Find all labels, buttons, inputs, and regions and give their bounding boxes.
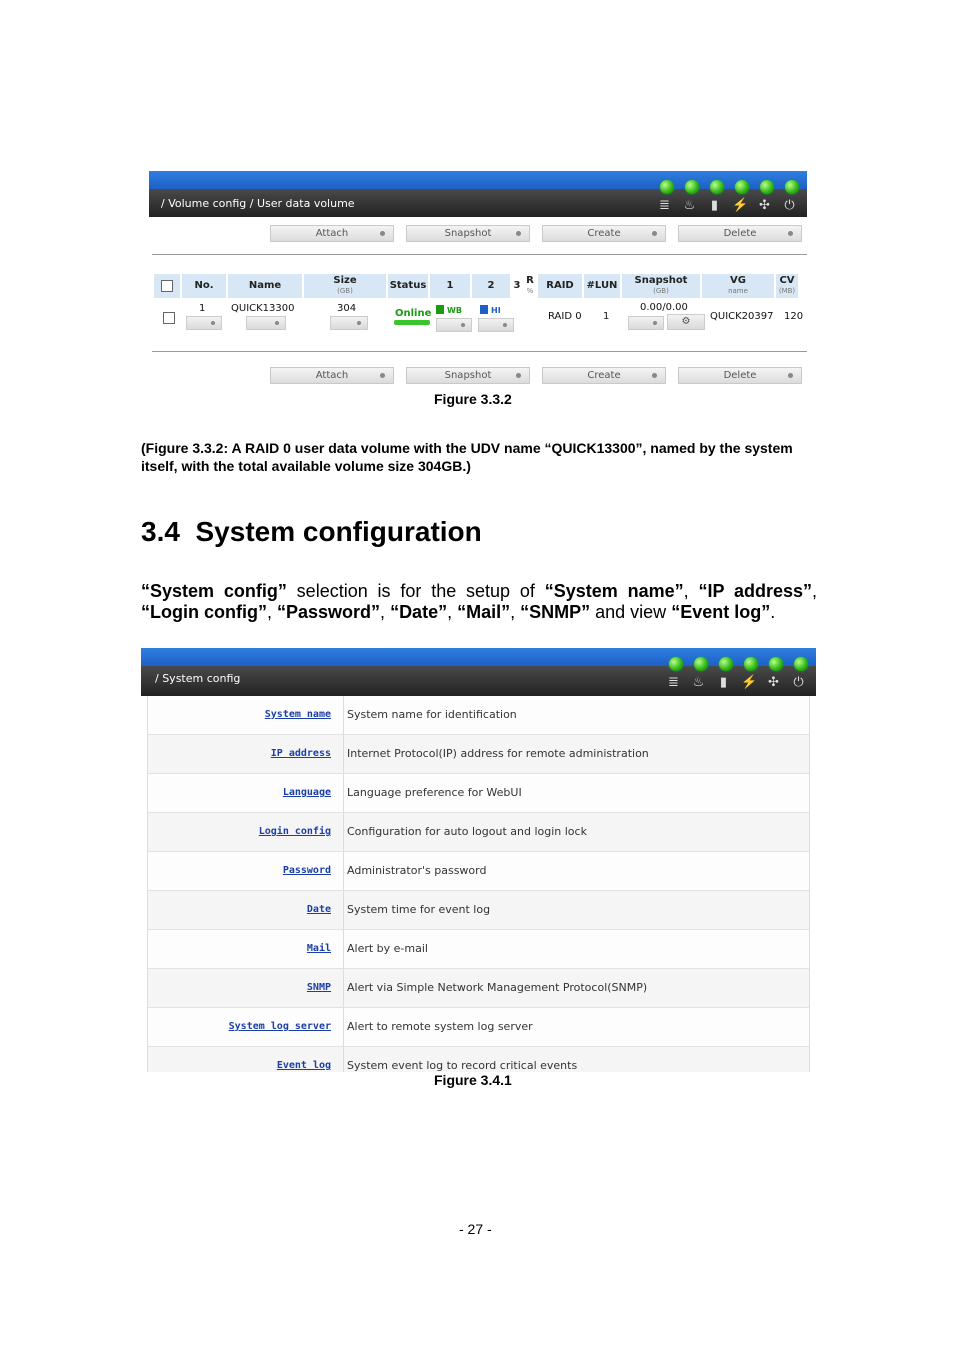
cell-raid: RAID 0 — [548, 311, 582, 322]
led-indicator — [710, 180, 724, 194]
snapshot-settings-button[interactable] — [667, 314, 705, 330]
status-icons — [666, 674, 806, 690]
column-header[interactable]: CV (MB) — [776, 274, 798, 298]
led-indicator — [719, 657, 733, 671]
system-config-list — [147, 696, 810, 1072]
status-leds — [660, 180, 799, 194]
ip-address-link[interactable]: IP address — [148, 735, 344, 773]
system-config-header — [141, 648, 816, 696]
cell-lun: 1 — [603, 311, 610, 322]
flag2-dropdown[interactable] — [478, 318, 514, 332]
figure-note: (Figure 3.3.2: A RAID 0 user data volume with the UDV name “QUICK13300”, named by the system itself, with the total available volume size 304GB.) — [141, 440, 793, 474]
table-header — [154, 274, 798, 298]
item-description: Language preference for WebUI — [347, 786, 522, 799]
column-header[interactable]: RAID — [538, 274, 582, 298]
item-description: Administrator's password — [347, 864, 487, 877]
breadcrumb: / System config — [155, 672, 241, 685]
column-header[interactable]: Name — [228, 274, 302, 298]
list-item — [148, 930, 809, 969]
language-link[interactable]: Language — [148, 774, 344, 812]
list-item — [148, 852, 809, 891]
figure-caption: Figure 3.3.2 — [434, 391, 512, 407]
led-indicator — [760, 180, 774, 194]
create-button[interactable]: Create — [542, 367, 666, 384]
column-header[interactable]: 3 — [512, 274, 522, 298]
led-indicator — [769, 657, 783, 671]
memory-icon[interactable]: ▮ — [710, 197, 719, 212]
snapshot-dropdown[interactable] — [628, 316, 664, 330]
snapshot-button[interactable]: Snapshot — [406, 225, 530, 242]
led-indicator — [744, 657, 758, 671]
fan-icon[interactable]: ✣ — [768, 674, 779, 689]
status-icons — [657, 197, 797, 213]
led-indicator — [785, 180, 799, 194]
cell-size: 304 — [337, 303, 357, 314]
cell-cv: 120 — [784, 311, 804, 322]
high-priority-flag: HI — [480, 305, 501, 315]
disk-icon[interactable]: ≣ — [668, 674, 679, 689]
flag1-dropdown[interactable] — [436, 318, 472, 332]
led-indicator — [660, 180, 674, 194]
column-header[interactable]: #LUN — [584, 274, 620, 298]
item-description: Configuration for auto logout and login lock — [347, 825, 587, 838]
size-dropdown[interactable] — [330, 316, 368, 330]
disk-icon[interactable]: ≣ — [659, 197, 670, 212]
delete-button[interactable]: Delete — [678, 225, 802, 242]
list-item — [148, 1047, 809, 1072]
name-dropdown[interactable] — [246, 316, 286, 330]
list-item — [148, 891, 809, 930]
mail-link[interactable]: Mail — [148, 930, 344, 968]
list-item — [148, 696, 809, 735]
status-bar — [394, 320, 430, 325]
cell-no: 1 — [199, 303, 206, 314]
row-checkbox[interactable] — [163, 312, 175, 324]
login-config-link[interactable]: Login config — [148, 813, 344, 851]
attach-button[interactable]: Attach — [270, 367, 394, 384]
item-description: System event log to record critical events — [347, 1059, 578, 1072]
cell-name: QUICK13300 — [231, 303, 295, 314]
cell-snapshot: 0.00/0.00 — [640, 302, 688, 313]
power-icon[interactable]: ⏻ — [793, 674, 804, 689]
attach-button[interactable]: Attach — [270, 225, 394, 242]
led-indicator — [685, 180, 699, 194]
select-all-checkbox[interactable] — [161, 280, 173, 292]
system-log-server-link[interactable]: System log server — [148, 1008, 344, 1046]
event-log-link[interactable]: Event log — [148, 1047, 344, 1072]
intro-paragraph: “System config” selection is for the setup of “System name”, “IP address”, “Login config”, “Password”, “Date”, “Mail”, “SNMP” and view “Event log”. — [141, 581, 817, 622]
list-item — [148, 813, 809, 852]
column-header[interactable]: Status — [388, 274, 428, 298]
write-back-flag: WB — [436, 305, 462, 315]
select-all-cell[interactable] — [154, 274, 180, 298]
led-indicator — [735, 180, 749, 194]
snmp-link[interactable]: SNMP — [148, 969, 344, 1007]
led-indicator — [694, 657, 708, 671]
led-indicator — [669, 657, 683, 671]
list-item — [148, 1008, 809, 1047]
date-link[interactable]: Date — [148, 891, 344, 929]
system-name-link[interactable]: System name — [148, 696, 344, 734]
delete-button[interactable]: Delete — [678, 367, 802, 384]
list-item — [148, 735, 809, 774]
bottom-action-bar — [270, 367, 802, 384]
volume-config-header — [149, 171, 807, 217]
item-description: System name for identification — [347, 708, 517, 721]
item-description: Alert to remote system log server — [347, 1020, 533, 1033]
led-indicator — [794, 657, 808, 671]
memory-icon[interactable]: ▮ — [719, 674, 728, 689]
thermometer-icon[interactable]: ♨ — [692, 674, 705, 689]
password-link[interactable]: Password — [148, 852, 344, 890]
figure-caption: Figure 3.4.1 — [434, 1072, 512, 1088]
divider — [152, 254, 807, 255]
breadcrumb: / Volume config / User data volume — [161, 197, 355, 210]
column-header[interactable]: No. — [182, 274, 226, 298]
fan-icon[interactable]: ✣ — [759, 197, 770, 212]
power-icon[interactable]: ⏻ — [784, 197, 795, 212]
top-action-bar — [270, 225, 802, 242]
divider — [152, 351, 807, 352]
column-header[interactable]: VG name — [702, 274, 774, 298]
item-description: Internet Protocol(IP) address for remote administration — [347, 747, 649, 760]
list-item — [148, 969, 809, 1008]
power-plug-icon[interactable]: ⚡ — [732, 197, 749, 212]
item-description: Alert by e-mail — [347, 942, 428, 955]
row-menu-dropdown[interactable] — [186, 316, 222, 330]
section-heading: 3.4 System configuration — [141, 516, 482, 547]
item-description: Alert via Simple Network Management Protocol(SNMP) — [347, 981, 648, 994]
page-number: - 27 - — [459, 1221, 492, 1237]
snapshot-button[interactable]: Snapshot — [406, 367, 530, 384]
column-header[interactable]: R % — [524, 274, 536, 298]
column-header[interactable]: 1 — [430, 274, 470, 298]
column-header[interactable]: Snapshot (GB) — [622, 274, 700, 298]
thermometer-icon[interactable]: ♨ — [683, 197, 696, 212]
item-description: System time for event log — [347, 903, 491, 916]
power-plug-icon[interactable]: ⚡ — [741, 674, 758, 689]
cell-vg: QUICK20397 — [710, 311, 774, 322]
column-header[interactable]: Size (GB) — [304, 274, 386, 298]
create-button[interactable]: Create — [542, 225, 666, 242]
gear-icon: ⚙ — [681, 316, 691, 327]
status-leds — [669, 657, 808, 671]
status-online: Online — [395, 308, 432, 319]
column-header[interactable]: 2 — [472, 274, 510, 298]
list-item — [148, 774, 809, 813]
